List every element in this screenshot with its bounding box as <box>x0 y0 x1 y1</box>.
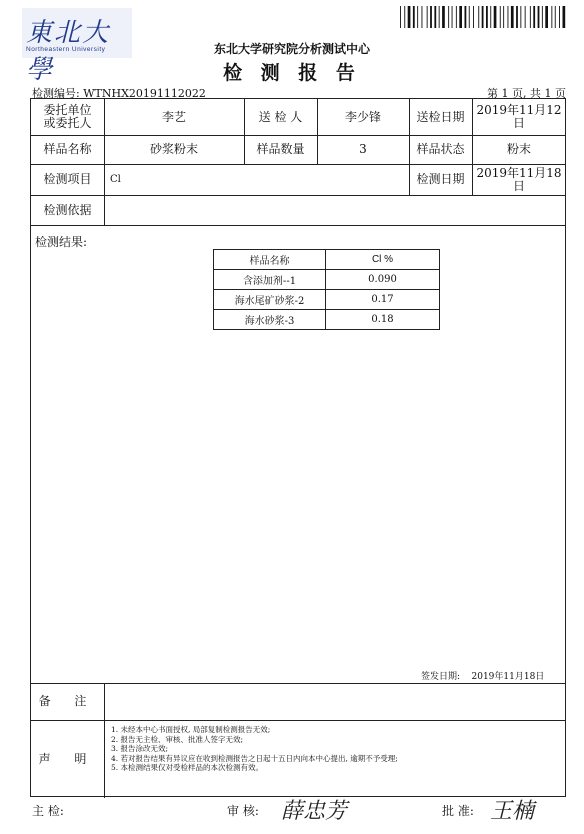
barcode-icon <box>400 6 566 28</box>
issue-date-value: 2019年11月18日 <box>471 672 545 682</box>
header-cl-percent: Cl % <box>326 250 440 270</box>
send-date-label: 送检日期 <box>416 109 465 124</box>
page-count: 第 1 页, 共 1 页 <box>487 87 566 100</box>
org-name: 东北大学研究院分析测试中心 <box>213 42 370 56</box>
statement-item: 5. 本检测结果仅对受检样品的本次检测有效。 <box>111 763 264 772</box>
statement-item: 3. 报告涂改无效; <box>111 744 169 753</box>
row-cl-value: 0.090 <box>326 270 440 290</box>
remarks-label: 备 注 <box>38 694 97 708</box>
send-date-value: 2019年11月12日 <box>476 103 562 130</box>
item-value: Cl <box>110 174 121 185</box>
approver-signature: 王楠 <box>490 799 535 824</box>
basis-value <box>104 195 565 225</box>
header-sample-name: 样品名称 <box>214 250 326 270</box>
report-title: 检 测 报 告 <box>223 62 361 84</box>
table-row <box>214 310 440 330</box>
logo-english: Northeastern University <box>26 46 106 53</box>
issue-date-label: 签发日期: <box>421 672 461 682</box>
table-header-row <box>214 250 440 270</box>
row-cl-value: 0.17 <box>326 290 440 310</box>
reviewer-signature: 薛忠芳 <box>281 799 348 824</box>
statement-item: 4. 若对报告结果有异议应在收到检测报告之日起十五日内向本中心提出, 逾期不予受理; <box>111 753 398 763</box>
test-date-value: 2019年11月18日 <box>476 165 562 193</box>
test-date-label: 检测日期 <box>416 172 465 186</box>
statement-item: 1. 未经本中心书面授权, 局部复制检测报告无效; <box>111 725 271 734</box>
sender-label: 送 检 人 <box>258 109 303 124</box>
item-label: 检测项目 <box>43 172 92 186</box>
report-frame <box>30 98 566 797</box>
table-row <box>214 290 440 310</box>
issue-date <box>421 669 544 682</box>
client-value: 李艺 <box>161 109 186 124</box>
sample-name-label: 样品名称 <box>43 142 92 156</box>
basis-label: 检测依据 <box>43 202 92 217</box>
statement-list <box>111 725 398 773</box>
sample-name-value: 砂浆粉末 <box>149 142 198 156</box>
inspector-label: 主 检: <box>32 804 64 818</box>
results-table <box>213 249 440 330</box>
client-label: 委托单位 或委托人 <box>43 103 92 130</box>
sample-state-value: 粉末 <box>506 142 531 156</box>
statement-item: 2. 报告无主检、审核、批准人签字无效; <box>111 734 244 744</box>
result-label: 检测结果: <box>35 235 88 249</box>
sender-value: 李少锋 <box>344 109 381 124</box>
row-sample-name: 海水尾矿砂浆-2 <box>214 290 326 310</box>
logo-chinese: 東北大學 <box>26 18 111 85</box>
reviewer-label: 审 核: <box>227 804 259 818</box>
approver-label: 批 准: <box>442 804 474 818</box>
row-sample-name: 海水砂浆-3 <box>214 310 326 330</box>
sample-qty-label: 样品数量 <box>256 142 305 156</box>
sample-qty-value: 3 <box>359 142 367 156</box>
statement-label: 声 明 <box>38 751 97 766</box>
row-sample-name: 含添加剂--1 <box>214 270 326 290</box>
row-cl-value: 0.18 <box>326 310 440 330</box>
report-code: 检测编号: WTNHX20191112022 <box>32 87 206 100</box>
table-row <box>214 270 440 290</box>
sample-state-label: 样品状态 <box>416 142 465 156</box>
